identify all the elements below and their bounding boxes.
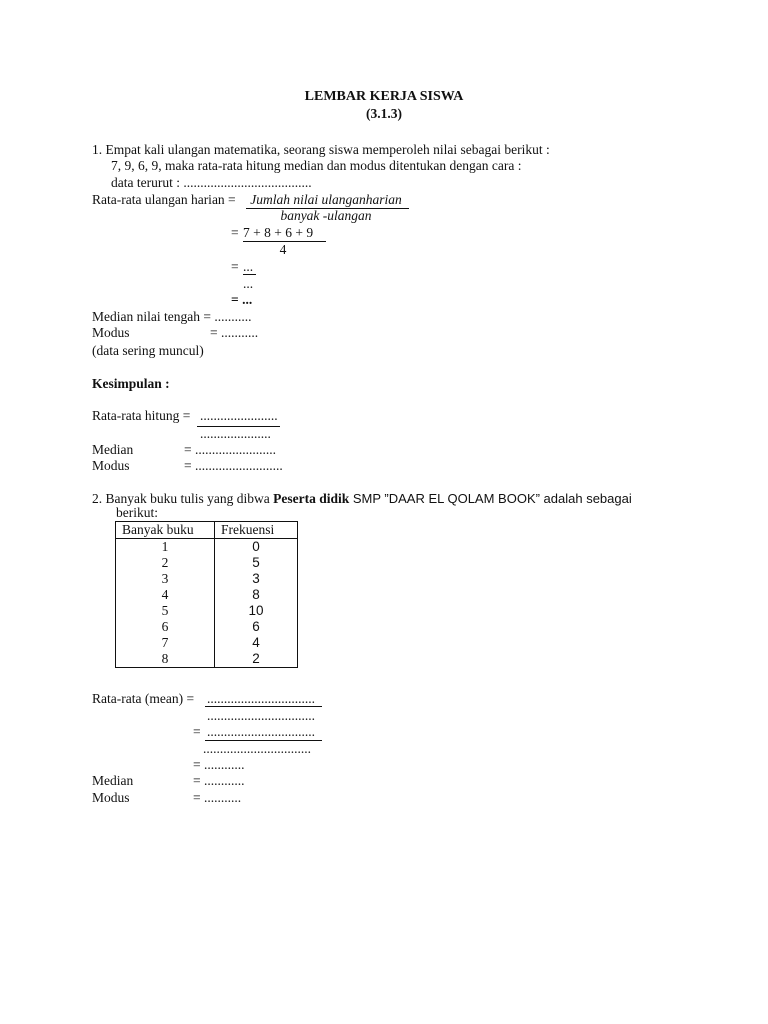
table-row <box>116 651 298 668</box>
table-cell-banyak: 8 <box>116 651 215 668</box>
q2-median-label: Median <box>92 773 134 788</box>
q2-frac1-denominator: ................................ <box>207 708 315 723</box>
worksheet-code: (3.1.3) <box>366 106 402 121</box>
table-cell-frekuensi: 6 <box>215 619 298 635</box>
q2-frac2-numerator: ................................ <box>207 724 315 739</box>
table-cell-frekuensi: 0 <box>215 539 298 556</box>
q2-modus-value: = ........... <box>193 790 242 805</box>
table-row <box>116 635 298 651</box>
conclusion-median-label: Median <box>92 442 134 457</box>
table-cell-frekuensi: 3 <box>215 571 298 587</box>
conclusion-mean-numerator: ....................... <box>200 408 278 423</box>
q2-frac2-denominator: ................................ <box>203 741 311 756</box>
q1-step2-denominator: ... <box>243 276 254 291</box>
table-header-row <box>116 522 298 539</box>
q1-modus-note: (data sering muncul) <box>92 343 204 358</box>
q2-median-value: = ............ <box>193 773 245 788</box>
table-header-banyak-buku: Banyak buku <box>116 522 215 539</box>
q2-text-before: 2. Banyak buku tulis yang dibwa <box>92 491 274 506</box>
q2-modus-label: Modus <box>92 790 130 805</box>
conclusion-modus-value: = .......................... <box>184 458 283 473</box>
table-row <box>116 619 298 635</box>
q1-mean-denominator: banyak -ulangan <box>280 208 372 223</box>
worksheet-title: LEMBAR KERJA SISWA <box>304 89 464 104</box>
table-header-frekuensi: Frekuensi <box>215 522 298 539</box>
q1-step1-denominator: 4 <box>279 242 287 257</box>
table-cell-banyak: 5 <box>116 603 215 619</box>
q1-mean-numerator: Jumlah nilai ulanganharian <box>250 192 402 207</box>
q1-median-line: Median nilai tengah = ........... <box>92 309 252 324</box>
q1-modus-value: = ........... <box>210 325 259 340</box>
q1-step3-result: = ... <box>231 292 253 307</box>
q1-step2-numerator: ... <box>243 259 254 274</box>
table-cell-banyak: 6 <box>116 619 215 635</box>
table-row <box>116 539 298 556</box>
q1-step2-equals: = <box>231 259 239 274</box>
table-row <box>116 555 298 571</box>
table-cell-frekuensi: 8 <box>215 587 298 603</box>
q2-frac2-equals: = <box>193 724 201 739</box>
q2-frac1-numerator: ................................ <box>207 691 315 706</box>
table-cell-frekuensi: 10 <box>215 603 298 619</box>
table-row <box>116 571 298 587</box>
q1-data-values: 7, 9, 6, 9, maka rata-rata hitung median dan modus ditentukan dengan cara : <box>111 158 522 173</box>
conclusion-median-value: = ........................ <box>184 442 276 457</box>
table-cell-banyak: 3 <box>116 571 215 587</box>
table-cell-frekuensi: 4 <box>215 635 298 651</box>
q2-text-after: SMP ”DAAR EL QOLAM BOOK” adalah sebagai <box>349 491 632 506</box>
frequency-table <box>115 521 298 668</box>
q1-sorted-data: data terurut : ...................................... <box>111 175 312 190</box>
q2-text-bold: Peserta didik <box>273 491 350 506</box>
q1-statement: 1. Empat kali ulangan matematika, seorang siswa memperoleh nilai sebagai berikut : <box>92 142 550 157</box>
table-cell-frekuensi: 2 <box>215 651 298 668</box>
conclusion-modus-label: Modus <box>92 458 130 473</box>
table-cell-banyak: 4 <box>116 587 215 603</box>
q2-statement-line2: berikut: <box>116 505 158 520</box>
q1-modus-label: Modus <box>92 325 130 340</box>
table-cell-banyak: 2 <box>116 555 215 571</box>
conclusion-title: Kesimpulan : <box>92 376 170 391</box>
table-cell-banyak: 7 <box>116 635 215 651</box>
q2-mean-label: Rata-rata (mean) = <box>92 691 195 706</box>
conclusion-mean-label: Rata-rata hitung = <box>92 408 191 423</box>
table-row <box>116 587 298 603</box>
conclusion-mean-denominator: ..................... <box>200 426 271 441</box>
table-cell-banyak: 1 <box>116 539 215 556</box>
q1-step1-equals: = <box>231 225 239 240</box>
table-row <box>116 603 298 619</box>
q1-mean-label: Rata-rata ulangan harian = <box>92 192 236 207</box>
q1-step2-fraction-bar <box>243 274 256 275</box>
table-cell-frekuensi: 5 <box>215 555 298 571</box>
q1-step1-numerator: 7 + 8 + 6 + 9 <box>243 225 314 240</box>
q2-frac1-fraction-bar <box>205 706 322 707</box>
q2-statement <box>92 491 632 507</box>
q2-result: = ............ <box>193 757 245 772</box>
